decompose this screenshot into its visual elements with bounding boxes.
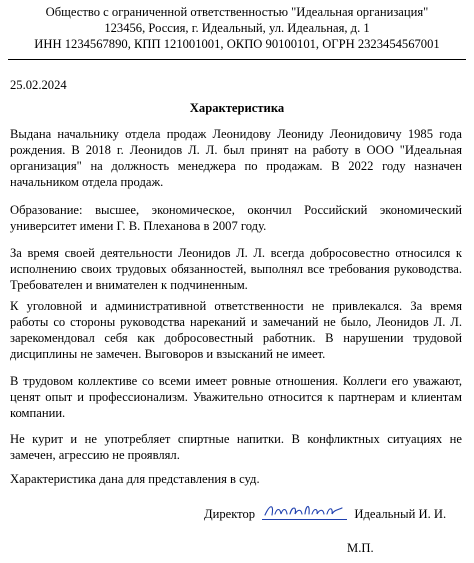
handwritten-signature bbox=[262, 503, 347, 520]
director-label: Директор bbox=[204, 507, 256, 521]
paragraph-education: Образование: высшее, экономическое, окончил Российский экономический университет имени Г. В. Плеханова в 2007 году. bbox=[10, 203, 462, 233]
document-date: 25.02.2024 bbox=[10, 78, 67, 92]
paragraph-duties: За время своей деятельности Леонидов Л. Л. всегда добросовестно относился к исполнению своих трудовых обязанностей, выполнял все требования руководства. Требователен и внимателен к подчиненным. bbox=[10, 246, 462, 292]
signature-block bbox=[204, 505, 446, 522]
paragraph-habits: Не курит и не употребляет спиртные напитки. В конфликтных ситуациях не замечен, агрессию не проявлял. bbox=[10, 432, 462, 462]
paragraph-discipline: К уголовной и административной ответственности не привлекался. За время работы со стороны руководства нареканий и замечаний не было, Леонидов Л. Л. зарекомендовал себя как добросовестный работник. В нарушении трудовой дисциплины не замечен. Выговоров и взысканий не имеет. bbox=[10, 299, 462, 361]
paragraph-intro: Выдана начальнику отдела продаж Леонидову Леониду Леонидовичу 1985 года рождения. В 2018 г. Леонидов Л. Л. был принят на работу в ООО "Идеальная организация" на должность менеджера по продажам. В 2022 году назначен начальником отдела продаж. bbox=[10, 127, 462, 189]
org-name-line: Общество с ограниченной ответственностью "Идеальная организация" bbox=[45, 5, 429, 19]
organization-header bbox=[0, 4, 474, 52]
header-divider bbox=[8, 59, 466, 60]
stamp-place-label: М.П. bbox=[347, 541, 374, 555]
director-name: Идеальный И. И. bbox=[354, 507, 447, 521]
paragraph-team: В трудовом коллективе со всеми имеет ровные отношения. Коллеги его уважают, ценят опыт и профессионализм. Уважительно относится к партнерам и клиентам компании. bbox=[10, 374, 462, 420]
signature-scribble-icon bbox=[262, 500, 347, 520]
org-address-line: 123456, Россия, г. Идеальный, ул. Идеальная, д. 1 bbox=[104, 21, 370, 35]
document-title: Характеристика bbox=[189, 101, 285, 115]
org-codes-line: ИНН 1234567890, КПП 121001001, ОКПО 90100101, ОГРН 2323454567001 bbox=[34, 37, 440, 51]
paragraph-purpose: Характеристика дана для представления в суд. bbox=[10, 472, 260, 486]
